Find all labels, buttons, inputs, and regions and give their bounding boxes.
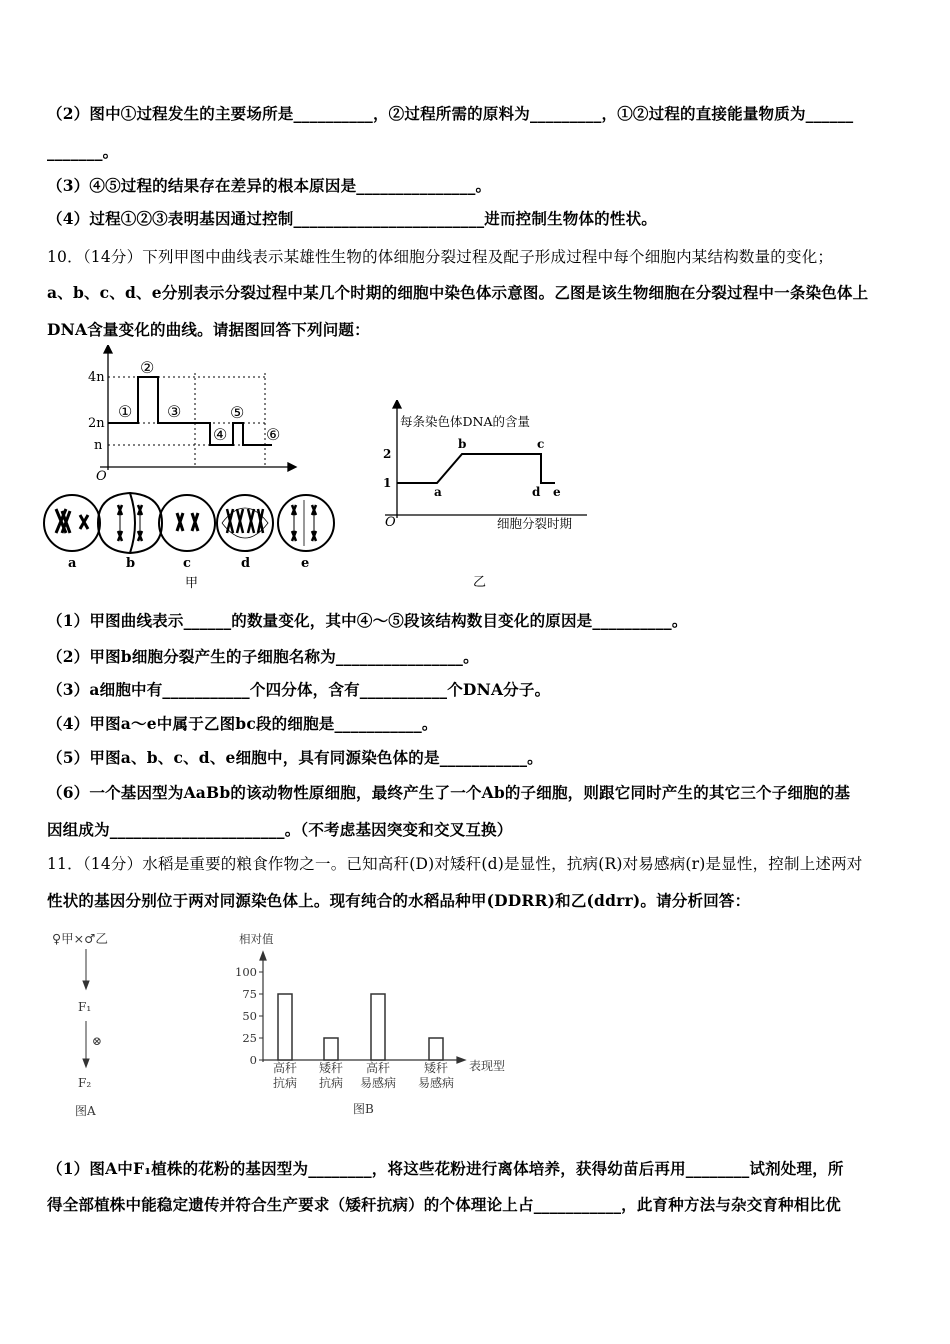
category-label: 高秆 bbox=[272, 1061, 298, 1075]
q10-stem-line2: a、b、c、d、e分别表示分裂过程中某几个时期的细胞中染色体示意图。乙图是该生物细胞在分裂过程中一条染色体上 bbox=[47, 283, 869, 302]
category-label: 易感病 bbox=[359, 1076, 397, 1090]
cell-label-d: d bbox=[241, 556, 251, 571]
y-tick-label: 0 bbox=[249, 1053, 257, 1067]
selfing-symbol: ⊗ bbox=[92, 1034, 103, 1048]
cell-b bbox=[98, 493, 162, 553]
figure-b-chart bbox=[225, 925, 525, 1120]
f1-label: F₁ bbox=[78, 1000, 92, 1014]
cell-label-a: a bbox=[68, 556, 77, 571]
q10-part6-line2: 因组成为______________________。（不考虑基因突变和交叉互换） bbox=[47, 820, 513, 839]
segment-6: ⑥ bbox=[266, 425, 281, 444]
yi-tick-2: 2 bbox=[383, 447, 392, 461]
category-label: 抗病 bbox=[272, 1076, 298, 1090]
y-label-4n: 4n bbox=[88, 370, 105, 385]
origin-label: O bbox=[96, 469, 107, 484]
q9-part2-line1: （2）图中①过程发生的主要场所是__________，②过程所需的原料为_________，①②过程的直接能量物质为______ bbox=[47, 104, 854, 123]
q10-stem-line3: DNA含量变化的曲线。请据图回答下列问题： bbox=[47, 320, 370, 339]
f2-label: F₂ bbox=[78, 1076, 92, 1090]
q10-part4: （4）甲图a～e中属于乙图bc段的细胞是___________。 bbox=[47, 714, 438, 733]
q9-part3: （3）④⑤过程的结果存在差异的根本原因是_______________。 bbox=[47, 176, 492, 195]
yi-point-c: c bbox=[537, 437, 545, 451]
bar bbox=[324, 1038, 338, 1060]
bar bbox=[371, 994, 385, 1060]
category-label: 高秆 bbox=[365, 1061, 391, 1075]
cross-label: ♀甲×♂乙 bbox=[52, 931, 108, 946]
q10-part3: （3）a细胞中有___________个四分体，含有___________个DNA分子。 bbox=[47, 680, 551, 699]
segment-3: ③ bbox=[167, 402, 182, 421]
segment-4: ④ bbox=[213, 425, 228, 444]
figure-jia-caption: 甲 bbox=[185, 576, 199, 590]
q9-part4: （4）过程①②③表明基因通过控制________________________进而控制生物体的性状。 bbox=[47, 209, 657, 228]
y-label-2n: 2n bbox=[88, 416, 105, 431]
y-label-n: n bbox=[94, 438, 103, 453]
yi-point-b: b bbox=[458, 437, 467, 451]
category-label: 矮秆 bbox=[318, 1061, 344, 1075]
yi-point-e: e bbox=[553, 485, 561, 499]
category-label: 矮秆 bbox=[423, 1061, 449, 1075]
q10-part5: （5）甲图a、b、c、d、e细胞中，具有同源染色体的是___________。 bbox=[47, 748, 543, 767]
category-label: 易感病 bbox=[417, 1076, 455, 1090]
figure-jia bbox=[40, 345, 340, 590]
q11-part1-line1: （1）图A中F₁植株的花粉的基因型为________，将这些花粉进行离体培养，获得幼苗后再用________试剂处理，所 bbox=[47, 1159, 844, 1178]
segment-1: ① bbox=[118, 402, 133, 421]
yi-point-d: d bbox=[532, 485, 541, 499]
yi-origin: O bbox=[385, 515, 396, 530]
cell-label-e: e bbox=[301, 556, 310, 571]
segment-2: ② bbox=[140, 358, 155, 377]
cell-label-b: b bbox=[126, 556, 136, 571]
yi-point-a: a bbox=[434, 485, 442, 499]
cell-d bbox=[217, 495, 273, 551]
chart-xlabel: 表现型 bbox=[469, 1059, 506, 1073]
figure-yi-caption: 乙 bbox=[473, 575, 487, 590]
cell-label-c: c bbox=[183, 556, 191, 571]
q11-stem-line2: 性状的基因分别位于两对同源染色体上。现有纯合的水稻品种甲(DDRR)和乙(ddrr)。请分析回答： bbox=[47, 891, 751, 910]
y-tick-label: 50 bbox=[242, 1009, 257, 1023]
q9-part2-line2: _______。 bbox=[47, 142, 119, 161]
yi-tick-1: 1 bbox=[383, 476, 392, 490]
figure-yi bbox=[375, 400, 595, 590]
yi-x-label: 细胞分裂时期 bbox=[497, 516, 573, 531]
bar bbox=[278, 994, 292, 1060]
cell-a bbox=[44, 495, 100, 551]
cell-e bbox=[278, 495, 334, 551]
y-tick-label: 100 bbox=[235, 965, 257, 979]
q10-part2: （2）甲图b细胞分裂产生的子细胞名称为________________。 bbox=[47, 647, 479, 666]
q11-stem-line1: 11．（14分）水稻是重要的粮食作物之一。已知高秆(D)对矮秆(d)是显性，抗病(R)对易感病(r)是显性，控制上述两对 bbox=[47, 855, 863, 873]
y-tick-label: 25 bbox=[242, 1031, 257, 1045]
cell-c bbox=[159, 495, 215, 551]
chart-ylabel: 相对值 bbox=[239, 932, 274, 946]
figure-b-caption: 图B bbox=[353, 1102, 374, 1116]
y-tick-label: 75 bbox=[242, 987, 257, 1001]
figure-a bbox=[50, 925, 160, 1120]
category-label: 抗病 bbox=[318, 1076, 344, 1090]
q10-part6-line1: （6）一个基因型为AaBb的该动物性原细胞，最终产生了一个Ab的子细胞，则跟它同时产生的其它三个子细胞的基 bbox=[47, 783, 851, 802]
q10-part1: （1）甲图曲线表示______的数量变化，其中④～⑤段该结构数目变化的原因是__________。 bbox=[47, 611, 688, 630]
q11-part1-line2: 得全部植株中能稳定遗传并符合生产要求（矮秆抗病）的个体理论上占___________，此育种方法与杂交育种相比优 bbox=[47, 1195, 841, 1214]
segment-5: ⑤ bbox=[230, 403, 245, 422]
figure-a-caption: 图A bbox=[75, 1104, 96, 1118]
bar bbox=[429, 1038, 443, 1060]
q10-stem-line1: 10．（14分）下列甲图中曲线表示某雄性生物的体细胞分裂过程及配子形成过程中每个细胞内某结构数量的变化； bbox=[47, 248, 834, 266]
yi-title: 每条染色体DNA的含量 bbox=[400, 414, 530, 429]
